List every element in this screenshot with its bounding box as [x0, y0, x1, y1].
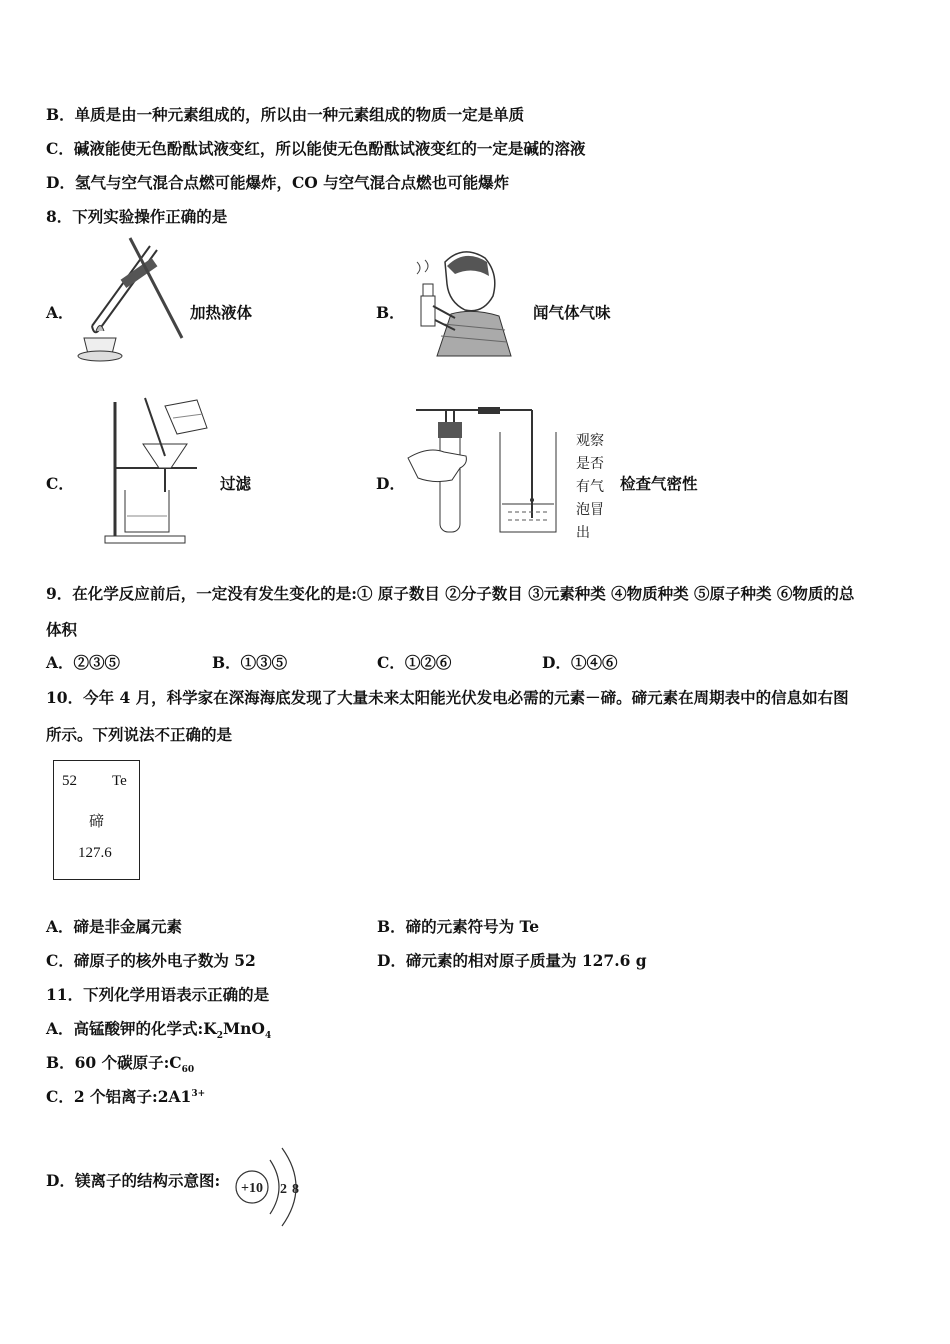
q7-option-c: C．碱液能使无色酚酞试液变红，所以能使无色酚酞试液变红的一定是碱的溶液 — [46, 139, 586, 158]
note-line-4: 泡冒 — [576, 502, 604, 518]
element-name: 碲 — [89, 812, 105, 830]
q7-option-d: D．氢气与空气混合点燃可能爆炸，CO 与空气混合点燃也可能爆炸 — [46, 173, 510, 192]
q8-stem: 8．下列实验操作正确的是 — [46, 207, 228, 226]
airtightness-check-figure — [404, 400, 564, 540]
q9-option-d: D．①④⑥ — [542, 653, 618, 672]
q8-option-a-caption: 加热液体 — [190, 303, 253, 322]
q9-stem-line-1: 9．在化学反应前后，一定没有发生变化的是:① 原子数目 ②分子数目 ③元素种类 ④物质种类 ⑤原子种类 ⑥物质的总 — [46, 584, 855, 603]
q10-option-c: C．碲原子的核外电子数为 52 — [46, 951, 256, 970]
shell-2-electrons: 8 — [292, 1182, 299, 1197]
q7-option-b: B．单质是由一种元素组成的，所以由一种元素组成的物质一定是单质 — [46, 105, 525, 124]
q11-option-c-sup: 3+ — [191, 1088, 206, 1099]
note-line-3: 有气 — [576, 479, 604, 495]
atomic-mass: 127.6 — [78, 845, 112, 861]
q11-option-a-sub1: 2 — [216, 1031, 223, 1042]
q10-stem-line-1: 10．今年 4 月，科学家在深海海底发现了大量未来太阳能光伏发电必需的元素－碲。碲元素在周期表中的信息如右图 — [46, 688, 849, 707]
q9-option-b: B．①③⑤ — [212, 653, 288, 672]
q11-option-b-sub: 60 — [181, 1065, 195, 1076]
q11-option-a-sub2: 4 — [264, 1031, 272, 1042]
q8-option-c-caption: 过滤 — [220, 474, 252, 493]
q10-option-b: B．碲的元素符号为 Te — [377, 917, 540, 936]
q11-option-a-prefix: A．高锰酸钾的化学式:K — [46, 1019, 217, 1038]
q8-option-d-caption: 检查气密性 — [620, 474, 698, 493]
q11-option-a — [46, 1017, 271, 1041]
q11-option-c-prefix: C．2 个铝离子:2A1 — [46, 1087, 192, 1106]
smelling-gas-figure — [403, 244, 515, 357]
element-symbol: Te — [112, 773, 127, 789]
heating-liquid-figure — [72, 228, 187, 363]
q8-option-d-note — [576, 430, 604, 545]
note-line-2: 是否 — [576, 456, 604, 472]
q10-stem-line-2: 所示。下列说法不正确的是 — [46, 725, 233, 744]
q11-option-c — [46, 1085, 205, 1107]
q11-option-a-mid: MnO — [223, 1019, 265, 1038]
q11-stem: 11．下列化学用语表示正确的是 — [46, 985, 270, 1004]
filtration-figure — [85, 396, 210, 546]
q8-option-b-label: B． — [376, 303, 405, 322]
q9-option-c: C．①②⑥ — [377, 653, 452, 672]
q9-option-a: A．②③⑤ — [46, 653, 121, 672]
periodic-table-cell — [53, 760, 140, 880]
q9-stem-line-2: 体积 — [46, 620, 78, 639]
note-line-5: 出 — [576, 525, 590, 541]
q8-option-a-label: A． — [46, 303, 74, 322]
shell-1-electrons: 2 — [280, 1182, 287, 1197]
q11-option-b-prefix: B．60 个碳原子:C — [46, 1053, 182, 1072]
q10-option-a: A．碲是非金属元素 — [46, 917, 183, 936]
q11-option-b — [46, 1051, 194, 1075]
q10-option-d: D．碲元素的相对原子质量为 127.6 g — [377, 951, 647, 970]
q8-option-c-label: C． — [46, 474, 74, 493]
q11-option-d: D．镁离子的结构示意图: — [46, 1171, 221, 1190]
q8-option-b-caption: 闻气体气味 — [533, 303, 611, 322]
q8-option-d-label: D． — [376, 474, 405, 493]
note-line-1: 观察 — [576, 433, 604, 449]
ion-structure-diagram — [232, 1146, 304, 1228]
atomic-number: 52 — [62, 773, 77, 789]
nucleus-charge: +10 — [241, 1181, 263, 1196]
